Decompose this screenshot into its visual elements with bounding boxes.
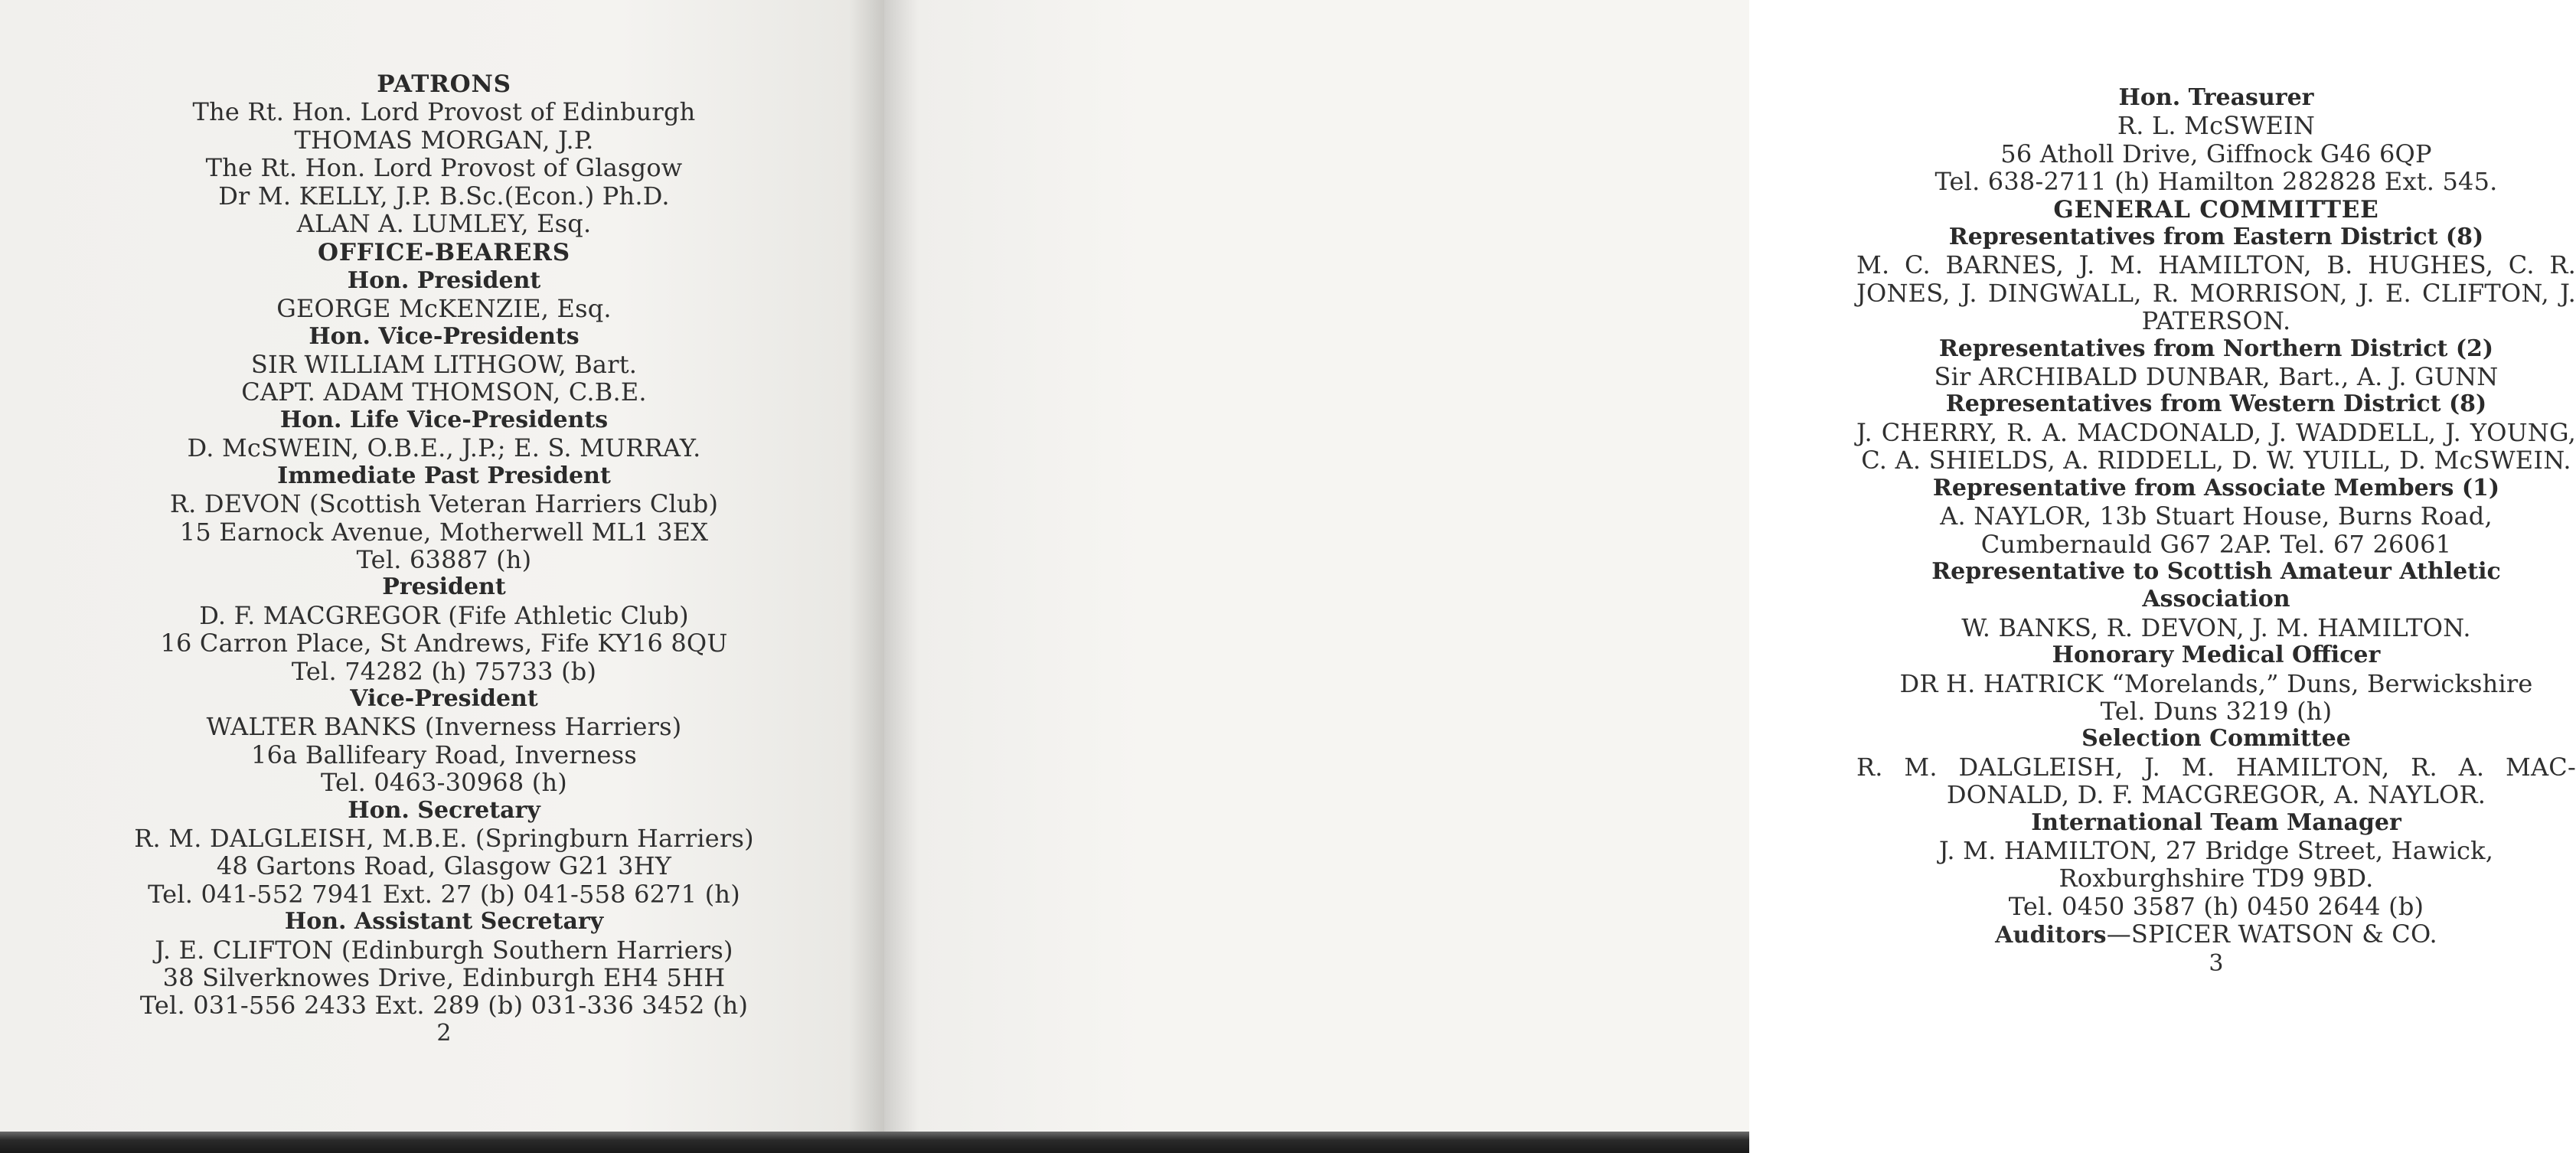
hon-treasurer-name: R. L. McSWEIN xyxy=(2117,111,2316,141)
saaa-title-line2: Association xyxy=(2142,586,2290,613)
associate-member-address: A. NAYLOR, 13b Stuart House, Burns Road, xyxy=(1940,501,2493,531)
saaa-title-line1: Representative to Scottish Amateur Athletic xyxy=(1931,557,2501,585)
hon-secretary-title: Hon. Secretary xyxy=(348,796,540,824)
team-manager-address-2: Roxburghshire TD9 9BD. xyxy=(2059,864,2374,893)
associate-members-title: Representative from Associate Members (1) xyxy=(1932,474,2500,501)
general-committee-heading: GENERAL COMMITTEE xyxy=(2053,195,2379,224)
patron-line: The Rt. Hon. Lord Provost of Glasgow xyxy=(205,153,683,183)
hon-secretary-address: 48 Gartons Road, Glasgow G21 3HY xyxy=(216,851,672,881)
hon-treasurer-address: 56 Atholl Drive, Giffnock G46 6QP xyxy=(2000,139,2432,168)
office-bearers-heading: OFFICE-BEARERS xyxy=(318,239,570,267)
hon-life-vice-presidents-title: Hon. Life Vice-Presidents xyxy=(279,406,609,433)
patrons-list xyxy=(84,98,804,237)
northern-district-members: Sir ARCHIBALD DUNBAR, Bart., A. J. GUNN xyxy=(1934,362,2499,392)
vice-president-address: 16a Ballifeary Road, Inverness xyxy=(251,740,637,769)
team-manager-tel: Tel. 0450 3587 (h) 0450 2644 (b) xyxy=(2008,891,2424,921)
hon-life-vice-presidents-names: D. McSWEIN, O.B.E., J.P.; E. S. MURRAY. xyxy=(187,433,701,463)
auditors-label: Auditors xyxy=(1995,922,2107,949)
selection-committee-members: R. M. DALGLEISH, J. M. HAMILTON, R. A. MAC-DONALD, D. F. MACGREGOR, A. NAYLOR. xyxy=(1856,752,2576,810)
auditors-value: —SPICER WATSON & CO. xyxy=(2106,919,2437,949)
patron-line: The Rt. Hon. Lord Provost of Edinburgh xyxy=(192,97,696,127)
president-address: 16 Carron Place, St Andrews, Fife KY16 8QU xyxy=(160,629,728,658)
hon-vice-presidents-title: Hon. Vice-Presidents xyxy=(309,322,580,350)
hon-vice-president-name: SIR WILLIAM LITHGOW, Bart. xyxy=(250,350,638,380)
page-number: 2 xyxy=(436,1019,452,1047)
hon-vice-president-name: CAPT. ADAM THOMSON, C.B.E. xyxy=(241,377,647,407)
hon-treasurer-title: Hon. Treasurer xyxy=(2118,84,2314,111)
selection-committee-title: Selection Committee xyxy=(2081,725,2351,753)
hon-assistant-secretary-title: Hon. Assistant Secretary xyxy=(284,908,604,936)
eastern-district-members: M. C. BARNES, J. M. HAMILTON, B. HUGHES, C. R. JONES, J. DINGWALL, R. MORRISON, J. E. CLIFTON, J. PATERSON. xyxy=(1856,250,2576,336)
medical-officer-title: Honorary Medical Officer xyxy=(2052,642,2381,669)
eastern-district-title: Representatives from Eastern District (8) xyxy=(1948,224,2484,251)
immediate-past-president-title: Immediate Past President xyxy=(277,462,611,489)
book-bottom-edge xyxy=(0,1132,1749,1153)
right-page xyxy=(884,0,2576,1132)
hon-assistant-secretary-tel: Tel. 031-556 2433 Ext. 289 (b) 031-336 3452 (h) xyxy=(139,991,749,1021)
president-tel: Tel. 74282 (h) 75733 (b) xyxy=(291,656,597,686)
left-page-content xyxy=(84,70,804,1047)
right-page-content xyxy=(1856,84,2576,978)
vice-president-title: Vice-President xyxy=(350,684,538,712)
hon-president-name: GEORGE McKENZIE, Esq. xyxy=(276,294,612,324)
patron-line: ALAN A. LUMLEY, Esq. xyxy=(296,209,592,239)
patron-line: Dr M. KELLY, J.P. B.Sc.(Econ.) Ph.D. xyxy=(218,181,670,211)
auditors-line xyxy=(1856,920,2576,949)
vice-president-tel: Tel. 0463-30968 (h) xyxy=(321,768,567,798)
immediate-past-president-address: 15 Earnock Avenue, Motherwell ML1 3EX xyxy=(179,517,709,547)
western-district-title: Representatives from Western District (8) xyxy=(1945,390,2487,418)
page-number: 3 xyxy=(2209,949,2224,977)
team-manager-address: J. M. HAMILTON, 27 Bridge Street, Hawick, xyxy=(1938,835,2494,865)
medical-officer-name: DR H. HATRICK “Morelands,” Duns, Berwickshire xyxy=(1899,668,2533,698)
left-page xyxy=(0,0,884,1132)
hon-president-title: Hon. President xyxy=(347,266,541,294)
vice-president-name: WALTER BANKS (Inverness Harriers) xyxy=(206,712,682,742)
hon-treasurer-tel: Tel. 638-2711 (h) Hamilton 282828 Ext. 545. xyxy=(1934,167,2498,197)
patrons-heading: PATRONS xyxy=(377,70,511,98)
president-name: D. F. MACGREGOR (Fife Athletic Club) xyxy=(199,600,689,630)
saaa-members: W. BANKS, R. DEVON, J. M. HAMILTON. xyxy=(1961,612,2471,642)
immediate-past-president-name: R. DEVON (Scottish Veteran Harriers Club) xyxy=(169,489,719,519)
hon-assistant-secretary-name: J. E. CLIFTON (Edinburgh Southern Harriers) xyxy=(155,935,733,965)
associate-member-tel: Cumbernauld G67 2AP. Tel. 67 26061 xyxy=(1980,529,2452,559)
hon-secretary-tel: Tel. 041-552 7941 Ext. 27 (b) 041-558 6271 (h) xyxy=(148,879,740,909)
hon-secretary-name: R. M. DALGLEISH, M.B.E. (Springburn Harriers) xyxy=(134,823,754,853)
president-title: President xyxy=(382,573,506,601)
team-manager-title: International Team Manager xyxy=(2031,808,2401,836)
western-district-members: J. CHERRY, R. A. MACDONALD, J. WADDELL, J. YOUNG, C. A. SHIELDS, A. RIDDELL, D. W. YUILL, D. McSWEIN. xyxy=(1856,417,2576,475)
northern-district-title: Representatives from Northern District (2) xyxy=(1938,335,2494,362)
hon-assistant-secretary-address: 38 Silverknowes Drive, Edinburgh EH4 5HH xyxy=(162,963,726,992)
patron-line: THOMAS MORGAN, J.P. xyxy=(294,125,594,155)
immediate-past-president-tel: Tel. 63887 (h) xyxy=(356,544,532,574)
medical-officer-tel: Tel. Duns 3219 (h) xyxy=(2100,696,2333,726)
